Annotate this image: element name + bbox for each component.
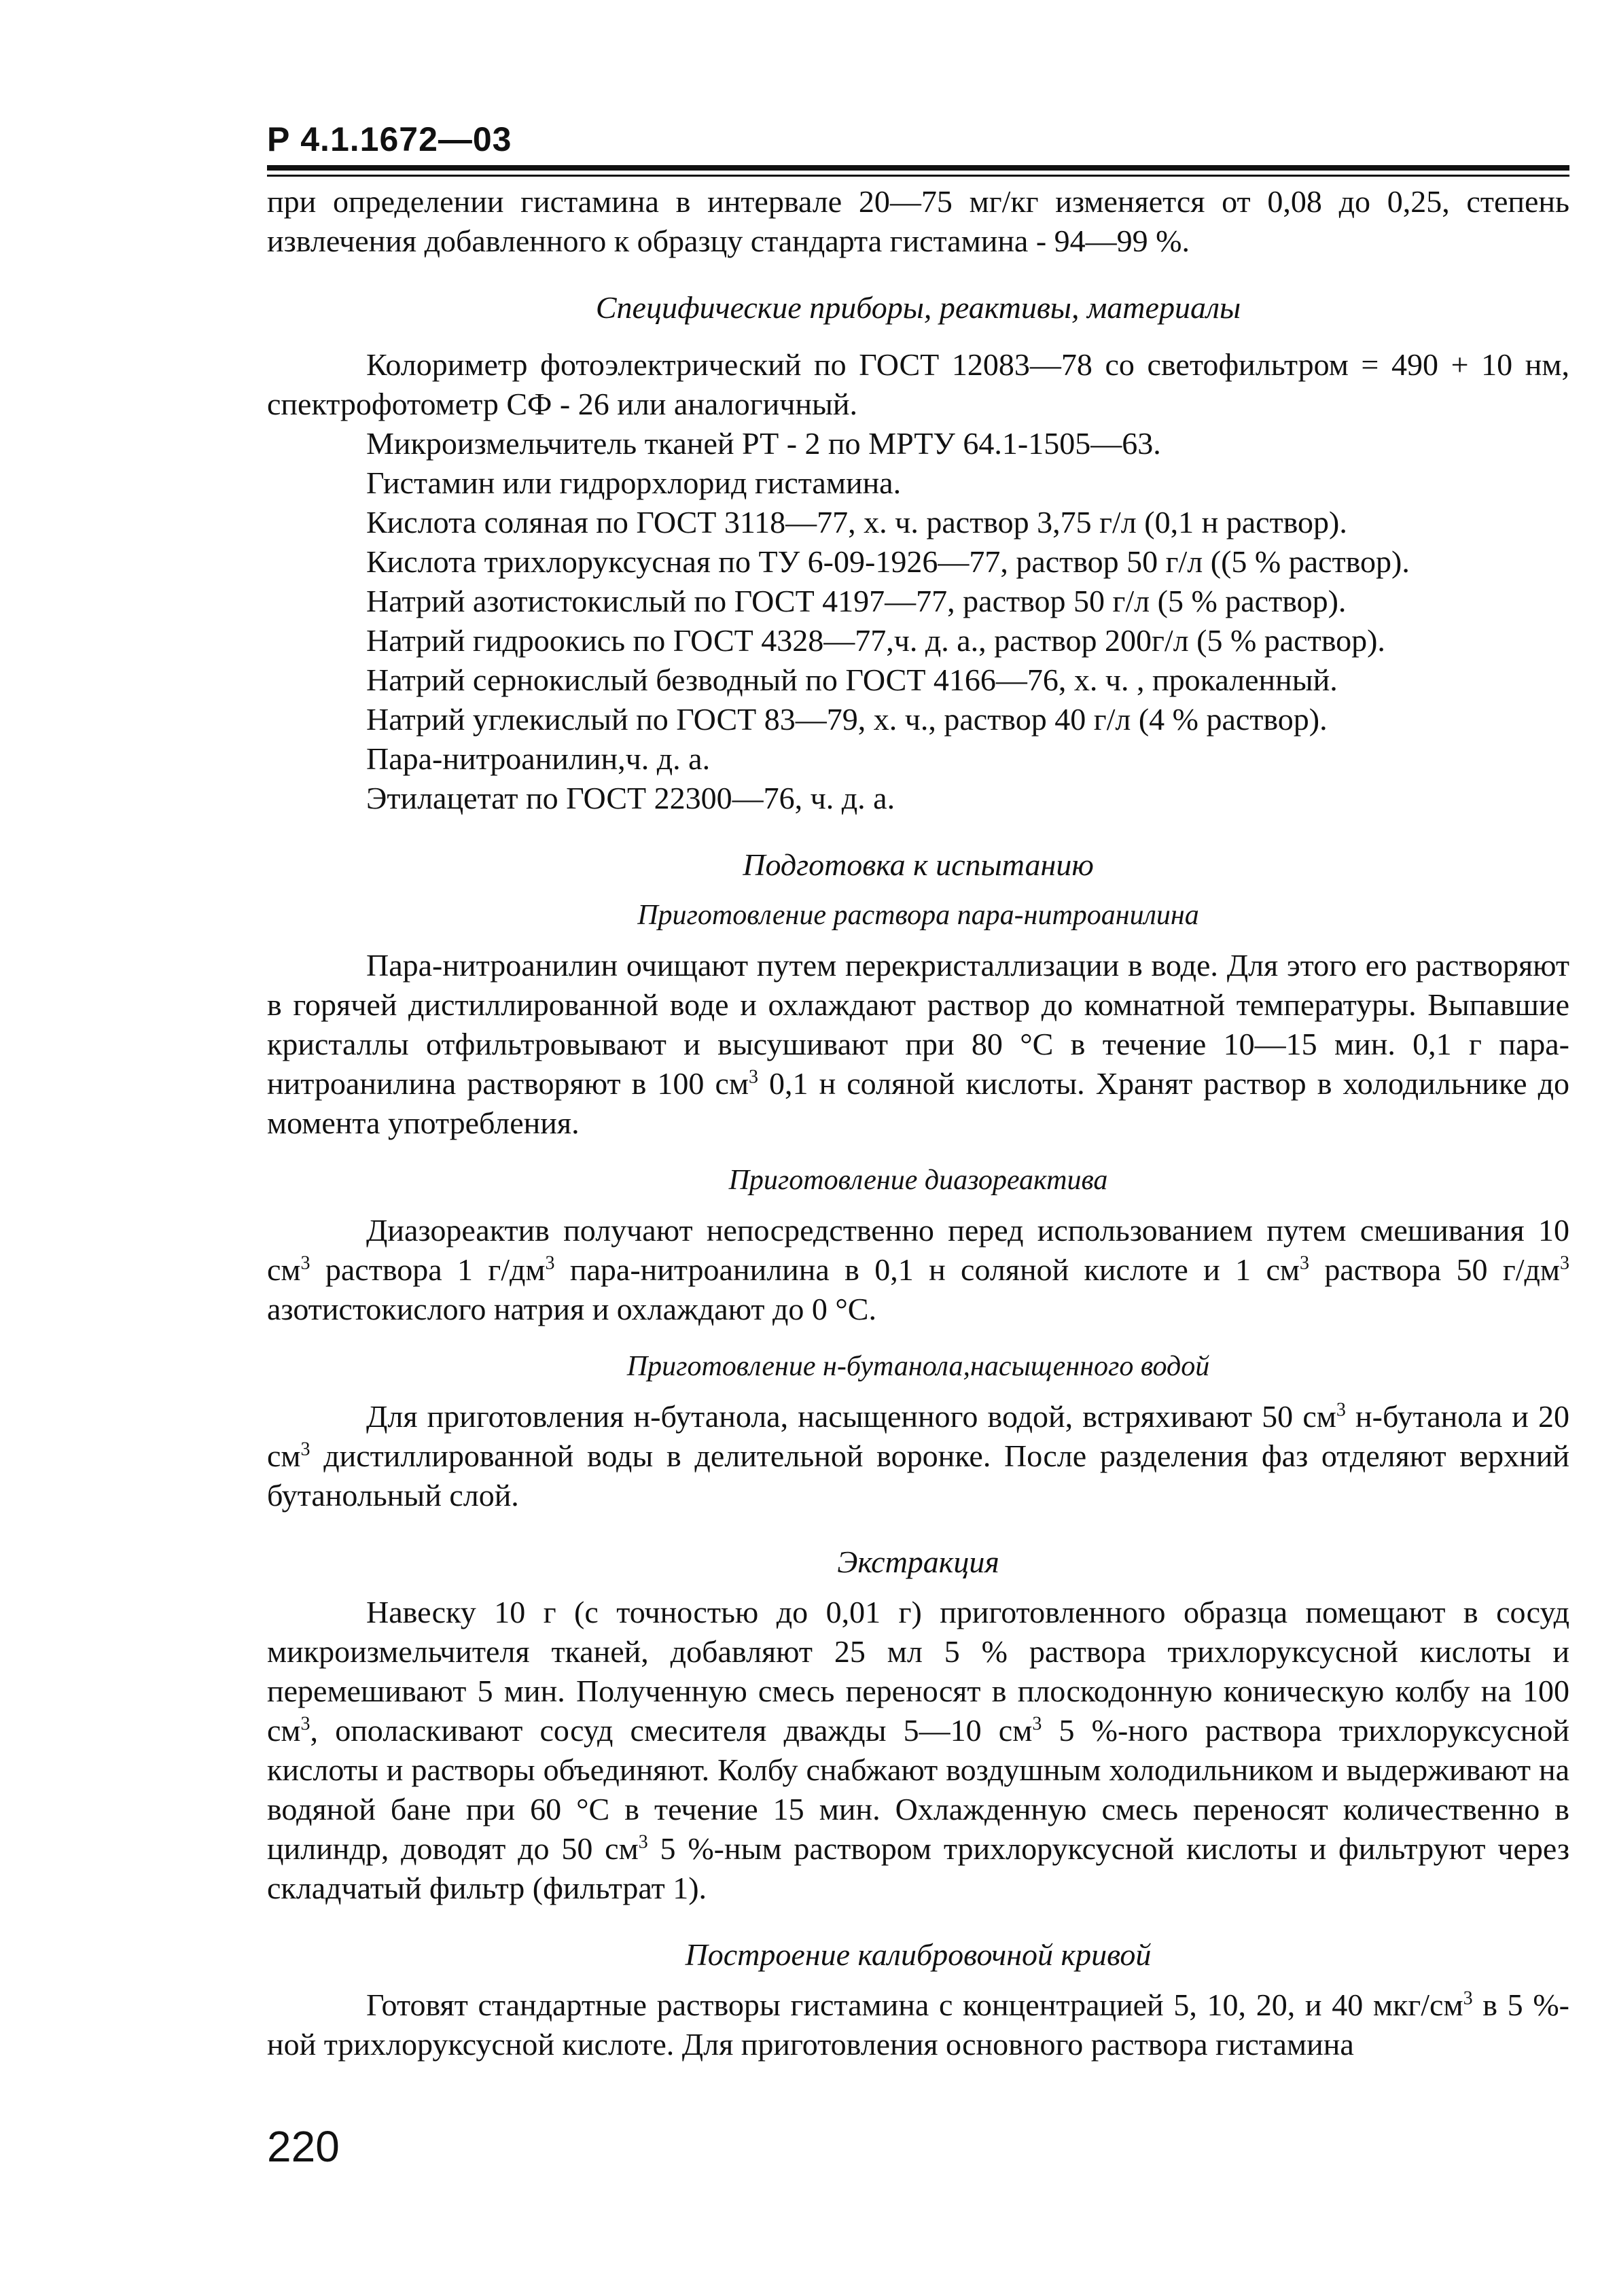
section-heading-calibration: Построение калибровочной кривой [685, 1937, 1152, 1972]
butanol-paragraph: Для приготовления н-бутанола, насыщенного водой, встряхивают 50 $см^3$ н-бутанола и 20 $см^3$ дистиллированной воды в делительной воронке. После разделения фаз отделяют верхний бутанольный слой. [267, 1399, 1570, 1513]
section-heading-preparation: Подготовка к испытанию [743, 847, 1094, 882]
reagent-item: Натрий азотистокислый по ГОСТ 4197—77, раствор 50 г/л (5 % раствор). [366, 584, 1347, 618]
reagent-item: Пара-нитроанилин,ч. д. а. [366, 741, 711, 776]
intro-paragraph: при определении гистамина в интервале 20—75 мг/кг изменяется от 0,08 до 0,25, степень извлечения добавленного к образцу стандарта гистамина - 94—99 %. [267, 184, 1569, 258]
reagent-item: Микроизмельчитель тканей РТ - 2 по МРТУ 64.1-1505—63. [366, 426, 1161, 461]
reagent-item: Натрий сернокислый безводный по ГОСТ 4166—76, х. ч. , прокаленный. [366, 663, 1338, 697]
reagent-item: Кислота трихлоруксусная по ТУ 6-09-1926—77, раствор 50 г/л ((5 % раствор). [366, 544, 1410, 579]
reagent-item: Натрий углекислый по ГОСТ 83—79, х. ч., раствор 40 г/л (4 % раствор). [366, 702, 1328, 737]
page-number: 220 [267, 2122, 340, 2171]
reagent-item: Этилацетат по ГОСТ 22300—76, ч. д. а. [366, 781, 895, 815]
pna-paragraph: Пара-нитроанилин очищают путем перекристаллизации в воде. Для этого его растворяют в горячей дистиллированной воде и охлаждают раствор до комнатной температуры. Выпавшие кристаллы отфильтровывают и высушивают при 80 °С в течение 10—15 мин. 0,1 г пара-нитроанилина растворяют в 100 $см^3$ 0,1 н соляной кислоты. Хранят раствор в холодильнике до момента употребления. [267, 948, 1570, 1140]
calibration-paragraph: Готовят стандартные растворы гистамина с концентрацией 5, 10, 20, и 40 мкг/$см^3$ в 5 %-ной трихлоруксусной кислоте. Для приготовления основного раствора гистамина [267, 1988, 1570, 2062]
subheading-pna-solution: Приготовление раствора пара-нитроанилина [637, 900, 1199, 931]
header-rule-thick [267, 165, 1569, 171]
subheading-diazo: Приготовление диазореактива [728, 1165, 1108, 1196]
reagent-item: Гистамин или гидрорхлорид гистамина. [366, 465, 902, 500]
reagent-colorimeter: Колориметр фотоэлектрический по ГОСТ 12083—78 со светофильтром = 490 + 10 нм, спектрофотометр СФ - 26 или аналогичный. [267, 347, 1569, 421]
document-code: Р 4.1.1672—03 [267, 120, 512, 158]
extraction-paragraph: Навеску 10 г (с точностью до 0,01 г) приготовленного образца помещают в сосуд микроизмельчителя тканей, добавляют 25 мл 5 % раствора трихлоруксусной кислоты и перемешивают 5 мин. Полученную смесь переносят в плоскодонную коническую колбу на 100 $см^3$, ополаскивают сосуд смесителя дважды 5—10 $см^3$ 5 %-ного раствора трихлоруксусной кислоты и растворы объединяют. Колбу снабжают воздушным холодильником и выдерживают на водяной бане при 60 °С в течение 15 мин. Охлажденную смесь переносят количественно в цилиндр, доводят до 50 $см^3$ 5 %-ным раствором трихлоруксусной кислоты и фильтруют через складчатый фильтр (фильтрат 1). [267, 1595, 1569, 1905]
subheading-butanol: Приготовление н-бутанола,насыщенного водой [626, 1351, 1210, 1382]
header-rule-thin [267, 175, 1569, 177]
page-content [267, 182, 1569, 2064]
reagent-item: Натрий гидроокись по ГОСТ 4328—77,ч. д. а., раствор 200г/л (5 % раствор). [366, 623, 1385, 658]
section-heading-reagents: Специфические приборы, реактивы, материалы [595, 290, 1241, 325]
reagent-item: Кислота соляная по ГОСТ 3118—77, х. ч. раствор 3,75 г/л (0,1 н раствор). [366, 505, 1347, 540]
diazo-paragraph: Диазореактив получают непосредственно перед использованием путем смешивания 10 $см^3$ раствора 1 $г/дм^3$ пара-нитроанилина в 0,1 н соляной кислоте и 1 $см^3$ раствора 50 $г/дм^3$ азотистокислого натрия и охлаждают до 0 °С. [267, 1213, 1569, 1326]
section-heading-extraction: Экстракция [837, 1544, 999, 1579]
